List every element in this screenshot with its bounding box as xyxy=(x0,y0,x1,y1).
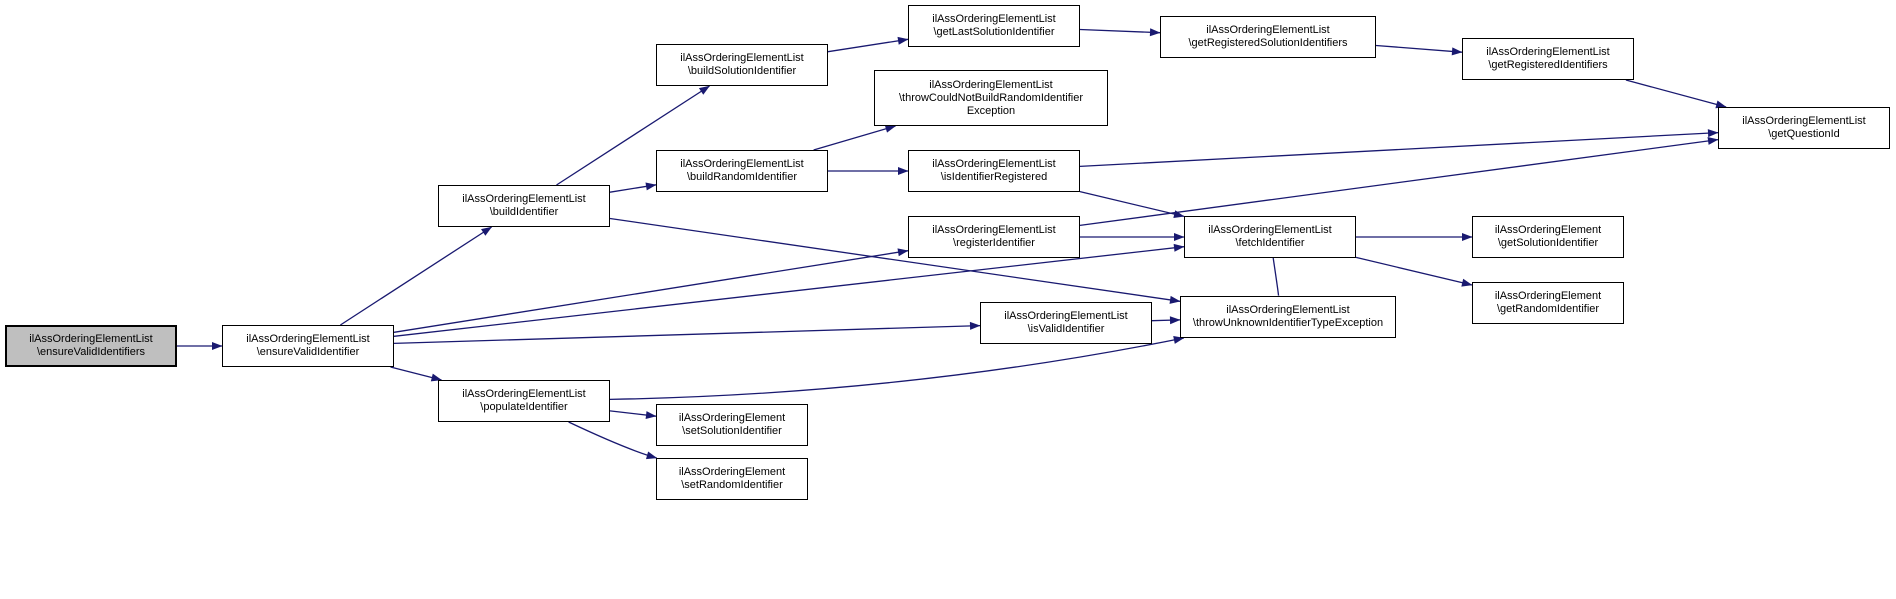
node-label-line: \buildSolutionIdentifier xyxy=(687,65,797,77)
node-label-line: ilAssOrderingElementList xyxy=(680,158,804,170)
node-label-line: \registerIdentifier xyxy=(953,237,1035,249)
edge-getRegisteredIdentifiers-to-getQuestionId xyxy=(1626,80,1726,107)
node-label-line: \populateIdentifier xyxy=(480,401,568,413)
node-label-line: ilAssOrderingElementList xyxy=(932,13,1056,25)
edge-buildIdentifier-to-buildRandomIdentifier xyxy=(610,185,656,192)
edge-getRegisteredSolutionIdentifiers-to-getRegisteredIdentifiers xyxy=(1376,46,1462,53)
node-setSolutionIdentifier[interactable] xyxy=(656,404,808,446)
edge-fetchIdentifier-to-getRandomIdentifier xyxy=(1356,257,1472,285)
node-label-line: ilAssOrderingElementList xyxy=(462,388,586,400)
node-label-line: \getRegisteredSolutionIdentifiers xyxy=(1188,37,1348,49)
node-label-line: ilAssOrderingElementList xyxy=(246,333,370,345)
node-buildIdentifier[interactable] xyxy=(438,185,610,227)
node-label-line: ilAssOrderingElementList xyxy=(29,333,153,345)
node-getSolutionIdentifier[interactable] xyxy=(1472,216,1624,258)
node-label-line: ilAssOrderingElementList xyxy=(932,158,1056,170)
node-getRegisteredIdentifiers[interactable] xyxy=(1462,38,1634,80)
node-label-line: ilAssOrderingElement xyxy=(1494,224,1602,236)
edge-fetchIdentifier-to-throwUnknownIdentifierTypeException xyxy=(1273,258,1278,296)
node-label-line: \getQuestionId xyxy=(1768,128,1840,140)
node-label-line: ilAssOrderingElement xyxy=(1494,290,1602,302)
node-label-line: \getLastSolutionIdentifier xyxy=(933,26,1055,38)
edge-buildIdentifier-to-throwUnknownIdentifierTypeException xyxy=(610,219,1180,302)
node-ensureValidIdentifiers xyxy=(5,325,177,367)
node-label-line: ilAssOrderingElementList xyxy=(1486,46,1610,58)
node-label-line: Exception xyxy=(966,104,1016,117)
edge-isIdentifierRegistered-to-getQuestionId xyxy=(1080,133,1718,167)
edge-registerIdentifier-to-getQuestionId xyxy=(1080,140,1718,226)
node-label-line: \isValidIdentifier xyxy=(1027,323,1105,335)
node-setRandomIdentifier[interactable] xyxy=(656,458,808,500)
edge-ensureValidIdentifier-to-populateIdentifier xyxy=(391,367,442,380)
node-ensureValidIdentifier[interactable] xyxy=(222,325,394,367)
node-label-line: \getSolutionIdentifier xyxy=(1497,237,1599,249)
node-buildRandomIdentifier[interactable] xyxy=(656,150,828,192)
node-registerIdentifier[interactable] xyxy=(908,216,1080,258)
node-getRandomIdentifier[interactable] xyxy=(1472,282,1624,324)
node-label-line: \throwUnknownIdentifierTypeException xyxy=(1192,317,1384,329)
node-label-line: ilAssOrderingElementList xyxy=(1004,310,1128,322)
node-isIdentifierRegistered[interactable] xyxy=(908,150,1080,192)
node-label-line: \ensureValidIdentifiers xyxy=(36,346,146,358)
node-label-line: ilAssOrderingElement xyxy=(678,412,786,424)
node-getLastSolutionIdentifier[interactable] xyxy=(908,5,1080,47)
edge-getLastSolutionIdentifier-to-getRegisteredSolutionIdentifiers xyxy=(1080,30,1160,33)
edge-populateIdentifier-to-throwUnknownIdentifierTypeException xyxy=(610,338,1184,399)
node-getRegisteredSolutionIdentifiers[interactable] xyxy=(1160,16,1376,58)
edge-isValidIdentifier-to-throwUnknownIdentifierTypeException xyxy=(1152,320,1180,321)
node-label-line: ilAssOrderingElementList xyxy=(1206,24,1330,36)
edge-buildRandomIdentifier-to-throwCouldNotBuildRandomIdentifierException xyxy=(814,126,896,150)
edge-isIdentifierRegistered-to-fetchIdentifier xyxy=(1080,192,1184,217)
node-label-line: \ensureValidIdentifier xyxy=(256,346,360,358)
node-label-line: ilAssOrderingElementList xyxy=(1208,224,1332,236)
node-label-line: \getRandomIdentifier xyxy=(1496,303,1600,315)
node-label-line: ilAssOrderingElementList xyxy=(1742,115,1866,127)
node-label-line: ilAssOrderingElementList xyxy=(680,52,804,64)
node-label-line: ilAssOrderingElementList xyxy=(932,224,1056,236)
node-label-line: ilAssOrderingElementList xyxy=(462,193,586,205)
node-isValidIdentifier[interactable] xyxy=(980,302,1152,344)
node-buildSolutionIdentifier[interactable] xyxy=(656,44,828,86)
edge-ensureValidIdentifier-to-registerIdentifier xyxy=(394,251,908,333)
node-label-line: \fetchIdentifier xyxy=(1235,237,1305,249)
node-label-line: \getRegisteredIdentifiers xyxy=(1488,59,1608,71)
edge-ensureValidIdentifier-to-isValidIdentifier xyxy=(394,326,980,344)
node-label-line: \setSolutionIdentifier xyxy=(682,425,782,437)
node-populateIdentifier[interactable] xyxy=(438,380,610,422)
node-label-line: \throwCouldNotBuildRandomIdentifier xyxy=(898,91,1084,104)
node-fetchIdentifier[interactable] xyxy=(1184,216,1356,258)
node-label-line: \buildIdentifier xyxy=(489,206,559,218)
edge-populateIdentifier-to-setSolutionIdentifier xyxy=(610,411,656,416)
edge-populateIdentifier-to-setRandomIdentifier xyxy=(569,422,657,458)
node-throwCouldNotBuildRandomIdentifierException[interactable] xyxy=(874,70,1108,126)
edge-buildSolutionIdentifier-to-getLastSolutionIdentifier xyxy=(828,39,908,51)
node-label-line: ilAssOrderingElementList xyxy=(1226,304,1350,316)
node-label-line: ilAssOrderingElementList xyxy=(929,78,1053,91)
edge-ensureValidIdentifier-to-buildIdentifier xyxy=(340,227,491,325)
node-label-line: \isIdentifierRegistered xyxy=(940,171,1048,183)
node-getQuestionId[interactable] xyxy=(1718,107,1890,149)
node-label-line: \buildRandomIdentifier xyxy=(686,171,798,183)
node-label-line: \setRandomIdentifier xyxy=(681,479,783,491)
node-throwUnknownIdentifierTypeException[interactable] xyxy=(1180,296,1396,338)
node-label-line: ilAssOrderingElement xyxy=(678,466,786,478)
